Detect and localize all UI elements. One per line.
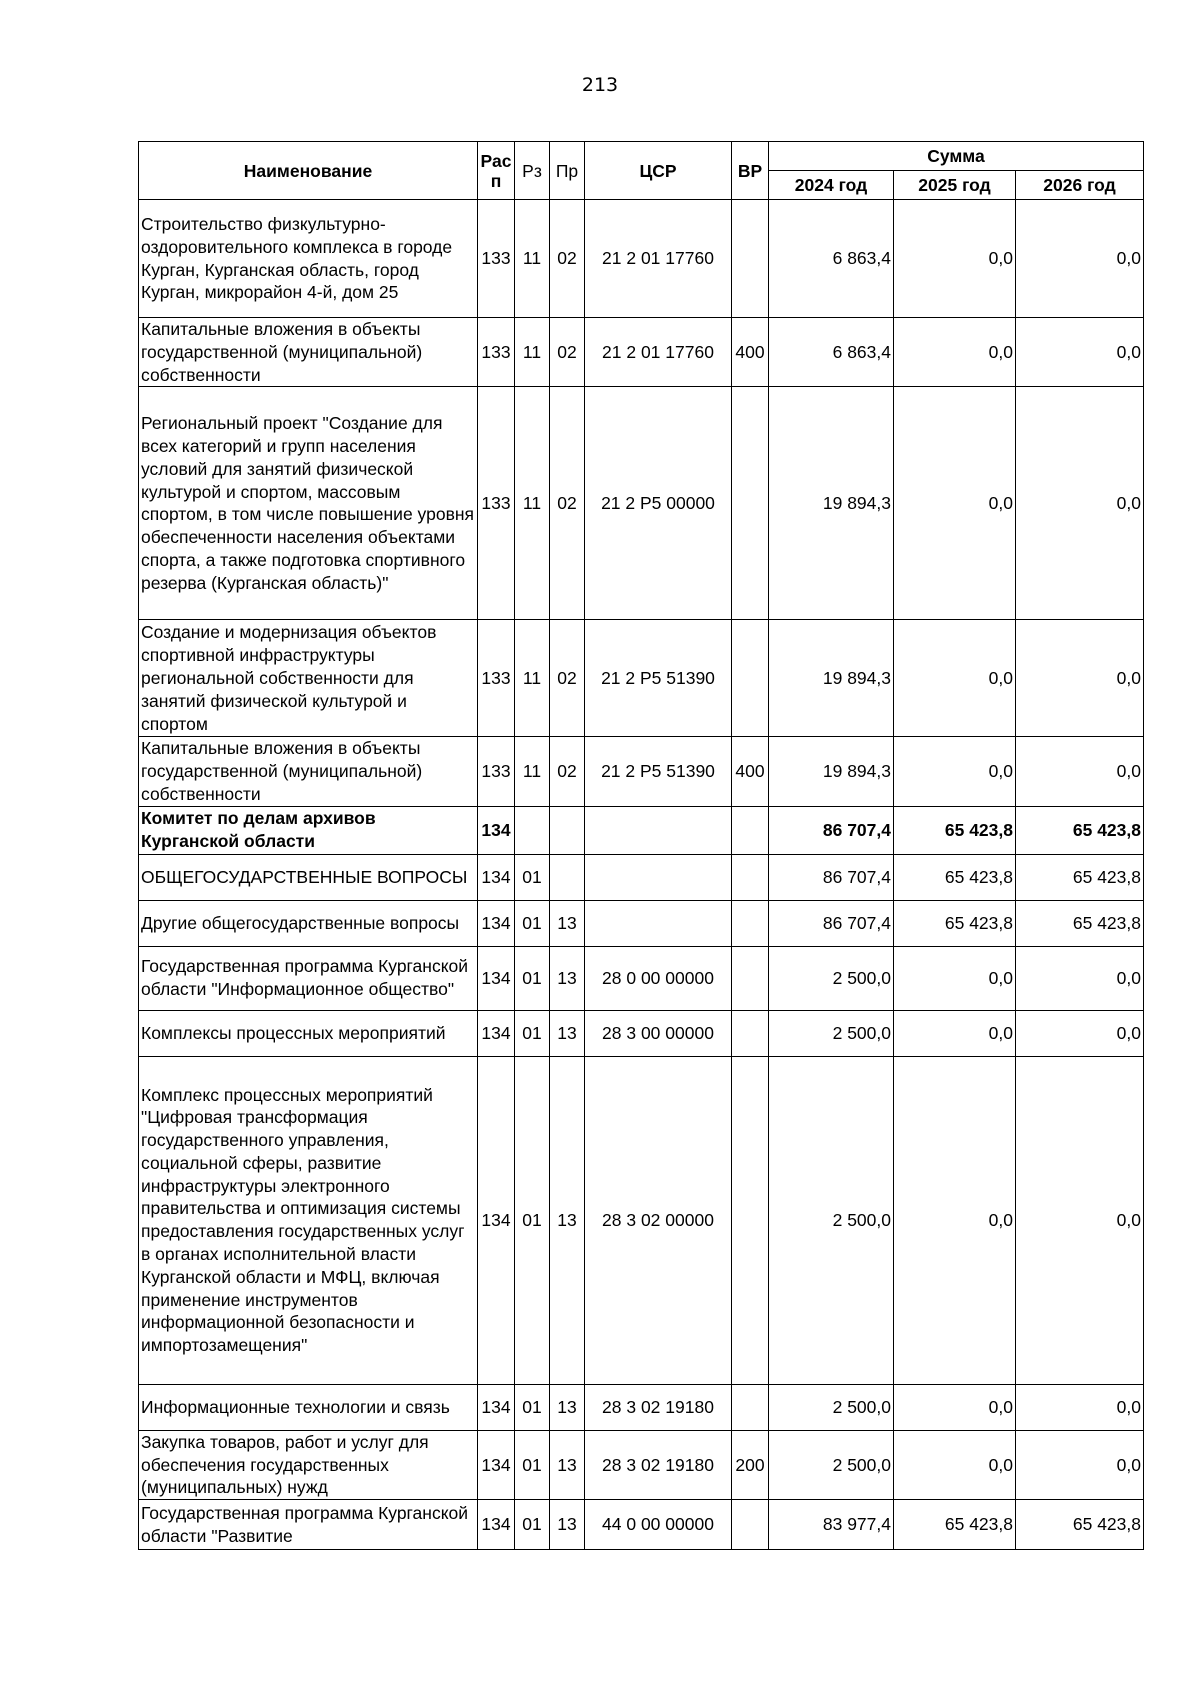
cell-pr: 13: [550, 900, 585, 946]
table-row: [139, 318, 1144, 387]
cell-rasp: 133: [478, 200, 515, 318]
cell-name: Капитальные вложения в объекты государственной (муниципальной) собственности: [139, 318, 478, 387]
cell-rz: 11: [515, 620, 550, 737]
cell-vr: [732, 854, 769, 900]
cell-2024: 2 500,0: [769, 1010, 894, 1056]
cell-2025: 65 423,8: [894, 806, 1016, 854]
table-row: [139, 854, 1144, 900]
cell-rz: [515, 806, 550, 854]
cell-csr: 28 3 02 19180: [585, 1384, 732, 1430]
cell-2025: 0,0: [894, 387, 1016, 620]
cell-vr: [732, 200, 769, 318]
cell-rasp: 133: [478, 318, 515, 387]
cell-2024: 2 500,0: [769, 1056, 894, 1384]
header-sum: Сумма: [769, 142, 1144, 171]
cell-vr: 200: [732, 1430, 769, 1499]
cell-rasp: 134: [478, 1430, 515, 1499]
header-vr: ВР: [732, 142, 769, 200]
table-row: [139, 1384, 1144, 1430]
cell-2024: 6 863,4: [769, 200, 894, 318]
table-row: [139, 1430, 1144, 1499]
header-2025: 2025 год: [894, 171, 1016, 200]
cell-2025: 65 423,8: [894, 854, 1016, 900]
cell-2024: 86 707,4: [769, 900, 894, 946]
cell-rz: 11: [515, 200, 550, 318]
header-csr: ЦСР: [585, 142, 732, 200]
cell-csr: [585, 854, 732, 900]
cell-2024: 2 500,0: [769, 946, 894, 1010]
cell-2025: 0,0: [894, 1384, 1016, 1430]
cell-csr: 28 0 00 00000: [585, 946, 732, 1010]
table-row: [139, 900, 1144, 946]
cell-2026: 65 423,8: [1016, 806, 1144, 854]
cell-2025: 0,0: [894, 318, 1016, 387]
cell-vr: [732, 620, 769, 737]
table-row: [139, 1010, 1144, 1056]
table-row: [139, 1056, 1144, 1384]
cell-rz: 01: [515, 900, 550, 946]
cell-rz: 01: [515, 1056, 550, 1384]
cell-2025: 65 423,8: [894, 900, 1016, 946]
header-2024: 2024 год: [769, 171, 894, 200]
cell-name: Капитальные вложения в объекты государственной (муниципальной) собственности: [139, 737, 478, 806]
cell-2024: 2 500,0: [769, 1384, 894, 1430]
cell-csr: 28 3 00 00000: [585, 1010, 732, 1056]
cell-2025: 0,0: [894, 620, 1016, 737]
cell-2024: 19 894,3: [769, 387, 894, 620]
table-row: [139, 387, 1144, 620]
cell-name: Государственная программа Курганской области "Развитие: [139, 1500, 478, 1550]
cell-name: Строительство физкультурно-оздоровительного комплекса в городе Курган, Курганская область, город Курган, микрорайон 4-й, дом 25: [139, 200, 478, 318]
cell-name: Комплекс процессных мероприятий "Цифровая трансформация государственного управления, социальной сферы, развитие инфраструктуры электронного правительства и оптимизация системы предоставления государственных услуг в органах исполнительной власти Курганской области и МФЦ, включая применение инструментов информационной безопасности и импортозамещения": [139, 1056, 478, 1384]
cell-csr: 21 2 01 17760: [585, 200, 732, 318]
cell-pr: 13: [550, 1010, 585, 1056]
cell-name: Информационные технологии и связь: [139, 1384, 478, 1430]
header-pr: Пр: [550, 142, 585, 200]
cell-rz: 11: [515, 387, 550, 620]
cell-name: Закупка товаров, работ и услуг для обеспечения государственных (муниципальных) нужд: [139, 1430, 478, 1499]
cell-vr: [732, 1384, 769, 1430]
cell-2026: 0,0: [1016, 737, 1144, 806]
cell-rz: 11: [515, 737, 550, 806]
cell-2026: 0,0: [1016, 200, 1144, 318]
cell-name: Другие общегосударственные вопросы: [139, 900, 478, 946]
cell-vr: [732, 1010, 769, 1056]
cell-pr: 13: [550, 1430, 585, 1499]
cell-2025: 0,0: [894, 1430, 1016, 1499]
cell-rasp: 134: [478, 854, 515, 900]
cell-rasp: 133: [478, 620, 515, 737]
cell-pr: 13: [550, 1056, 585, 1384]
cell-name: ОБЩЕГОСУДАРСТВЕННЫЕ ВОПРОСЫ: [139, 854, 478, 900]
cell-pr: 13: [550, 946, 585, 1010]
cell-rz: 01: [515, 1430, 550, 1499]
cell-csr: 21 2 Р5 51390: [585, 737, 732, 806]
cell-pr: [550, 854, 585, 900]
cell-2026: 0,0: [1016, 1430, 1144, 1499]
budget-table: [138, 141, 1144, 1550]
cell-rasp: 133: [478, 387, 515, 620]
cell-csr: 21 2 Р5 51390: [585, 620, 732, 737]
cell-rz: 01: [515, 854, 550, 900]
cell-rasp: 134: [478, 1500, 515, 1550]
cell-2024: 19 894,3: [769, 620, 894, 737]
header-rasp: Рас п: [478, 142, 515, 200]
cell-2026: 65 423,8: [1016, 854, 1144, 900]
cell-2026: 0,0: [1016, 318, 1144, 387]
table-row: [139, 620, 1144, 737]
cell-2026: 0,0: [1016, 1056, 1144, 1384]
cell-csr: 21 2 Р5 00000: [585, 387, 732, 620]
cell-pr: 02: [550, 318, 585, 387]
header-name: Наименование: [139, 142, 478, 200]
cell-pr: 02: [550, 200, 585, 318]
cell-2025: 65 423,8: [894, 1500, 1016, 1550]
cell-vr: [732, 1500, 769, 1550]
cell-rz: 01: [515, 1010, 550, 1056]
cell-name: Создание и модернизация объектов спортивной инфраструктуры региональной собственности для занятий физической культурой и спортом: [139, 620, 478, 737]
cell-2024: 83 977,4: [769, 1500, 894, 1550]
cell-2024: 19 894,3: [769, 737, 894, 806]
cell-2025: 0,0: [894, 1010, 1016, 1056]
table-row: [139, 806, 1144, 854]
cell-vr: [732, 387, 769, 620]
cell-vr: [732, 946, 769, 1010]
cell-rasp: 134: [478, 806, 515, 854]
cell-2024: 6 863,4: [769, 318, 894, 387]
cell-name: Комплексы процессных мероприятий: [139, 1010, 478, 1056]
cell-2026: 0,0: [1016, 1010, 1144, 1056]
cell-vr: [732, 1056, 769, 1384]
cell-vr: 400: [732, 318, 769, 387]
cell-2025: 0,0: [894, 946, 1016, 1010]
table-row: [139, 1500, 1144, 1550]
cell-2026: 0,0: [1016, 1384, 1144, 1430]
table-body: [139, 200, 1144, 1550]
cell-pr: 02: [550, 387, 585, 620]
cell-2024: 2 500,0: [769, 1430, 894, 1499]
cell-rz: 01: [515, 1500, 550, 1550]
cell-csr: 28 3 02 19180: [585, 1430, 732, 1499]
cell-pr: 02: [550, 620, 585, 737]
cell-pr: 13: [550, 1384, 585, 1430]
table-row: [139, 200, 1144, 318]
cell-2026: 0,0: [1016, 387, 1144, 620]
cell-csr: [585, 900, 732, 946]
cell-name: Государственная программа Курганской области "Информационное общество": [139, 946, 478, 1010]
cell-vr: 400: [732, 737, 769, 806]
table-row: [139, 946, 1144, 1010]
header-rz: Рз: [515, 142, 550, 200]
cell-vr: [732, 900, 769, 946]
cell-csr: 21 2 01 17760: [585, 318, 732, 387]
cell-2026: 0,0: [1016, 946, 1144, 1010]
cell-csr: 28 3 02 00000: [585, 1056, 732, 1384]
cell-vr: [732, 806, 769, 854]
cell-2025: 0,0: [894, 737, 1016, 806]
cell-pr: 13: [550, 1500, 585, 1550]
cell-csr: 44 0 00 00000: [585, 1500, 732, 1550]
cell-csr: [585, 806, 732, 854]
cell-rz: 01: [515, 1384, 550, 1430]
cell-rasp: 133: [478, 737, 515, 806]
cell-2025: 0,0: [894, 1056, 1016, 1384]
cell-2024: 86 707,4: [769, 854, 894, 900]
cell-2026: 0,0: [1016, 620, 1144, 737]
cell-2024: 86 707,4: [769, 806, 894, 854]
cell-pr: [550, 806, 585, 854]
cell-name: Региональный проект "Создание для всех категорий и групп населения условий для занятий физической культурой и спортом, массовым спортом, в том числе повышение уровня обеспеченности населения объектами спорта, а также подготовка спортивного резерва (Курганская область)": [139, 387, 478, 620]
cell-rasp: 134: [478, 946, 515, 1010]
header-2026: 2026 год: [1016, 171, 1144, 200]
cell-2026: 65 423,8: [1016, 900, 1144, 946]
cell-rz: 11: [515, 318, 550, 387]
cell-2026: 65 423,8: [1016, 1500, 1144, 1550]
cell-rasp: 134: [478, 1384, 515, 1430]
table-row: [139, 737, 1144, 806]
page-number: 213: [581, 74, 619, 96]
cell-pr: 02: [550, 737, 585, 806]
cell-rasp: 134: [478, 1056, 515, 1384]
cell-name: Комитет по делам архивов Курганской области: [139, 806, 478, 854]
cell-rz: 01: [515, 946, 550, 1010]
cell-rasp: 134: [478, 900, 515, 946]
cell-2025: 0,0: [894, 200, 1016, 318]
cell-rasp: 134: [478, 1010, 515, 1056]
